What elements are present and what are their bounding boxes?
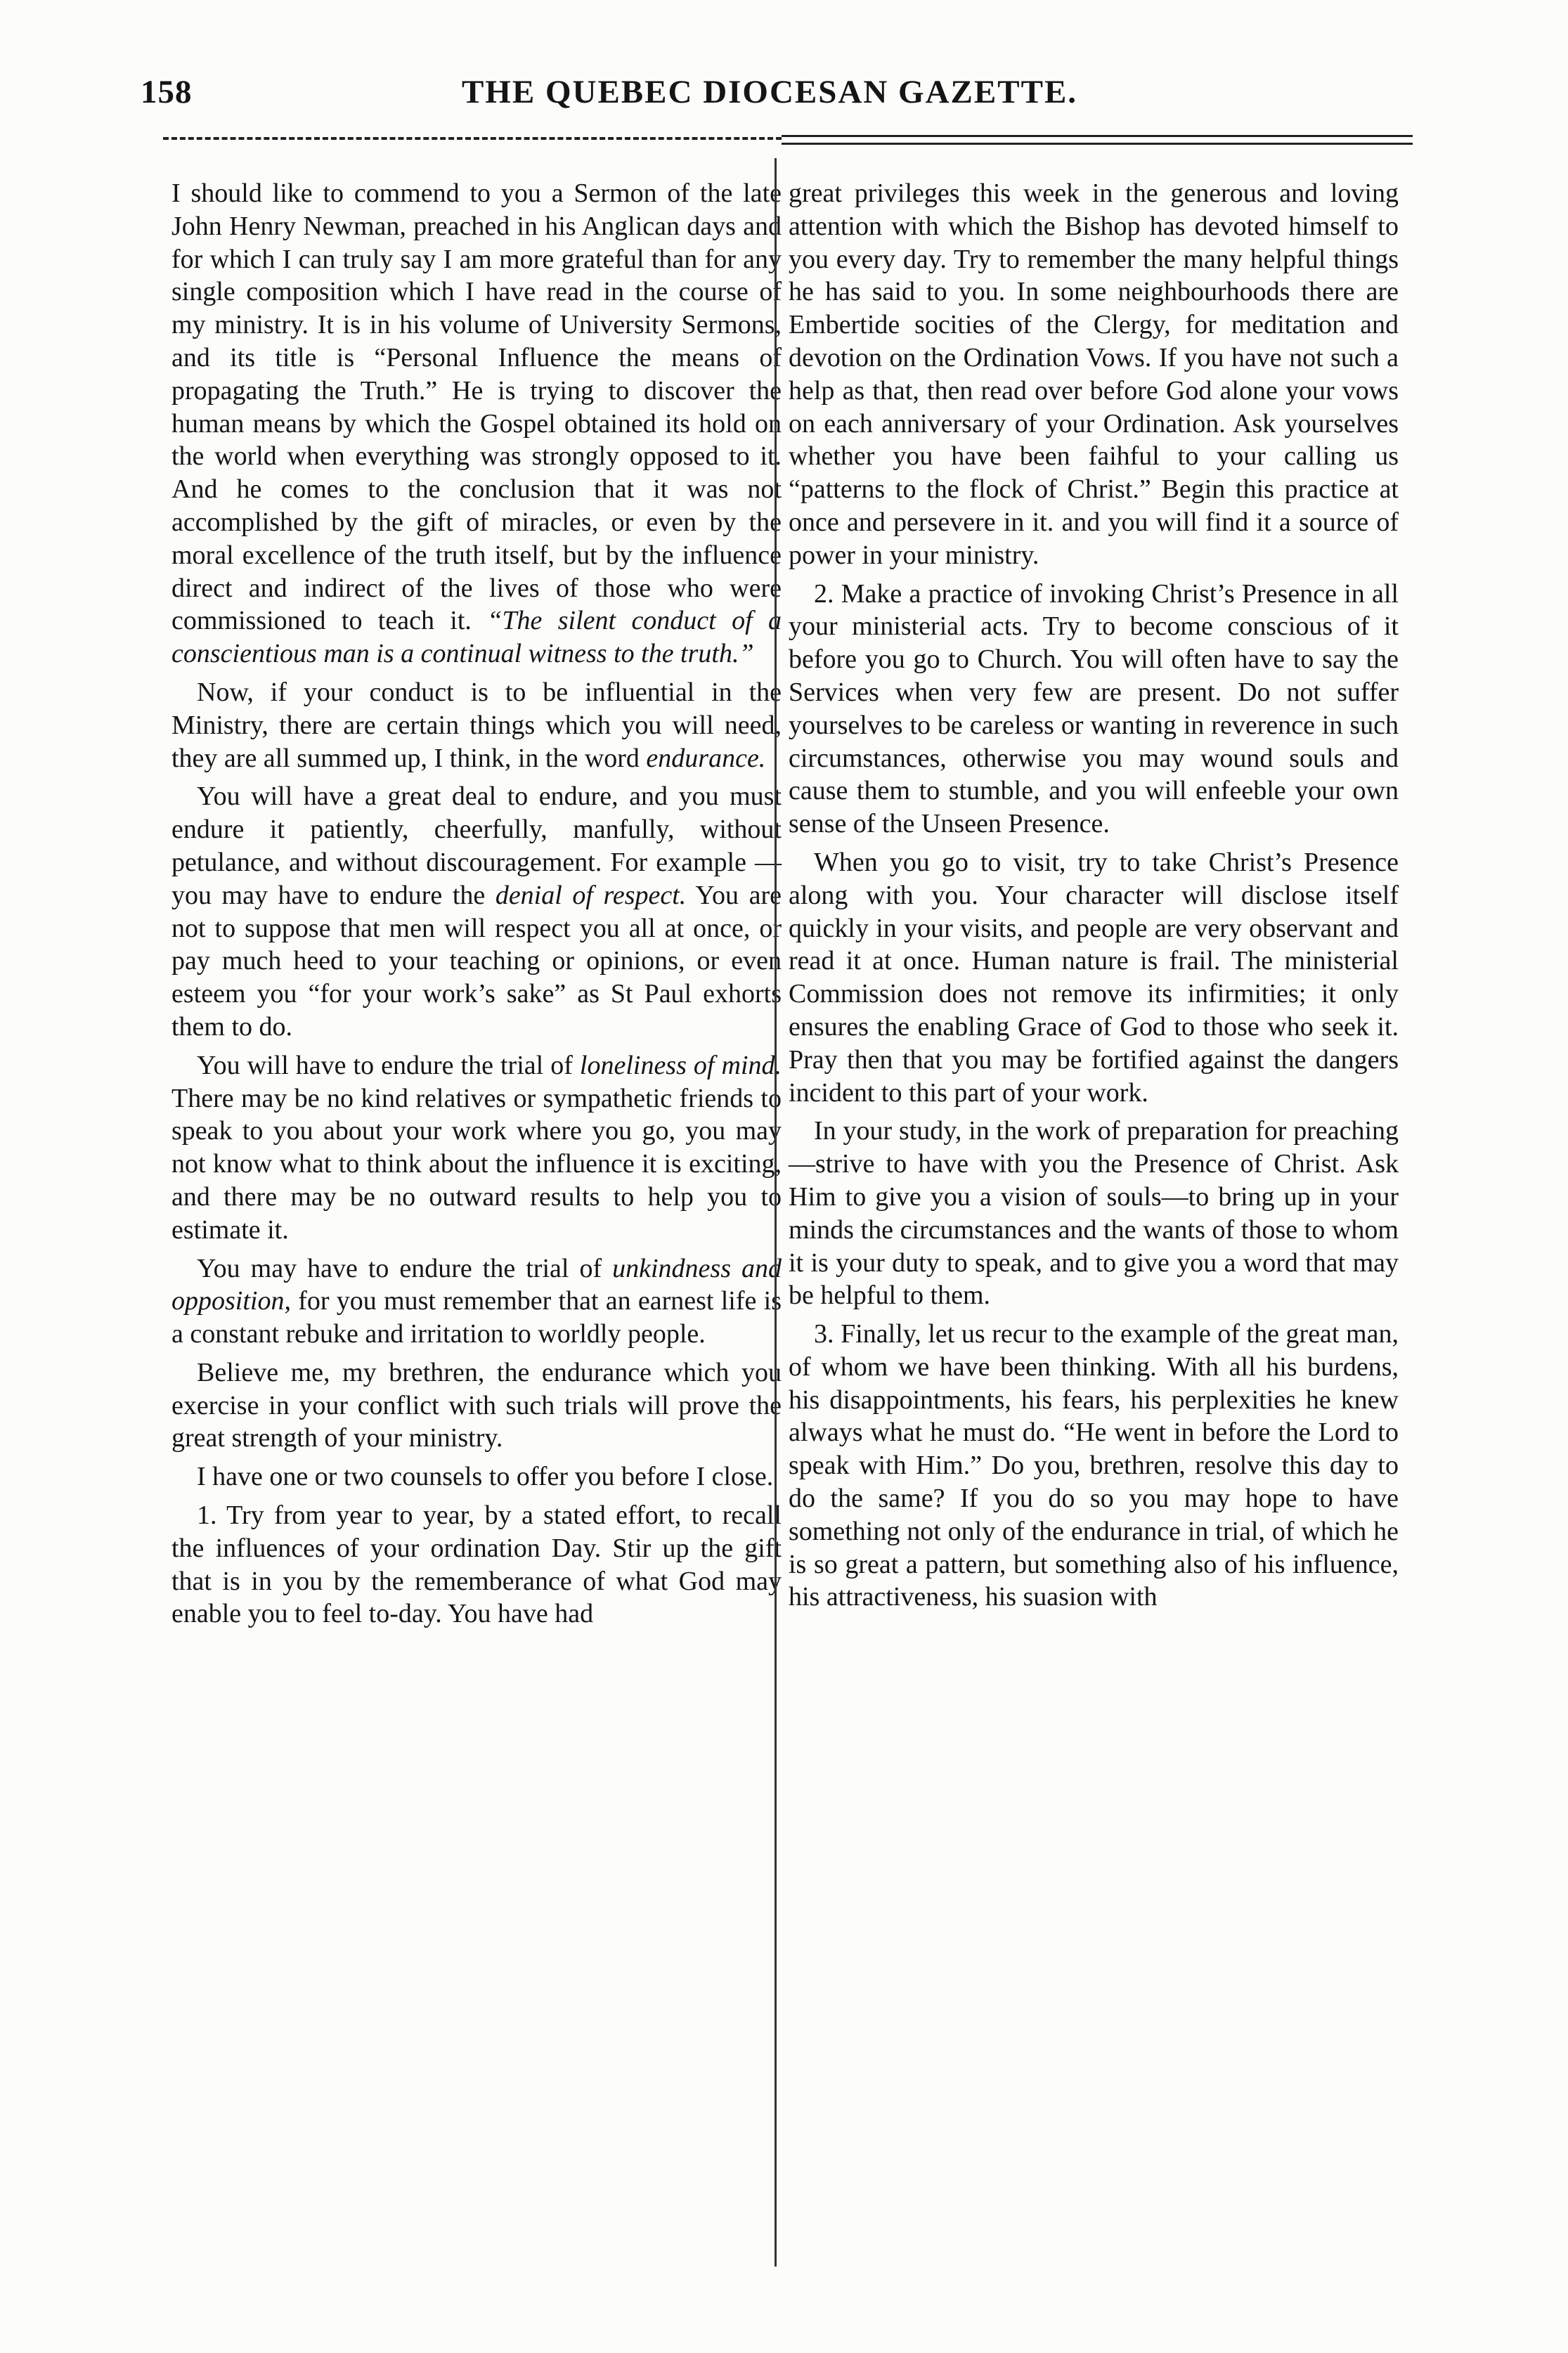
right-column <box>789 177 1399 1619</box>
paragraph: 1. Try from year to year, by a stated effort, to recall the influences of your ordination Day. Stir up the gift that is in you by the rememberance of what God may enable you to feel to-day. You have had <box>171 1500 782 1629</box>
page-header <box>141 73 1399 122</box>
paragraph: I should like to commend to you a Sermon of the late John Henry Newman, preached in his Anglican days and for which I can truly say I am more grateful than for any single composition which I have read in the course of my ministry. It is in his volume of University Sermons, and its title is “Personal Influence the means of propagating the Truth.” He is trying to discover the human means by which the Gospel obtained its hold on the world when everything was strongly opposed to it. And he comes to the conclusion that it was not accomplished by the gift of miracles, or even by the moral excellence of the truth itself, but by the influence direct and indirect of the lives of those who were commissioned to teach it. “The silent conduct of a conscientious man is a continual witness to the truth.” <box>171 179 782 669</box>
paragraph: You will have a great deal to endure, and you must endure it patiently, cheerfully, manfully, without petulance, and without discouragement. For example —you may have to endure the denial of respect. You are not to suppose that men will respect you all at once, or pay much heed to your teaching or opinions, or even esteem you “for your work’s sake” as St Paul exhorts them to do. <box>171 782 782 1042</box>
paragraph: In your study, in the work of preparation for preaching—strive to have with you the Presence of Christ. Ask Him to give you a vision of souls—to bring up in your minds the circumstances and the wants of those to whom it is your duty to speak, and to give you a word that may be helpful to them. <box>789 1116 1399 1311</box>
paragraph: When you go to visit, try to take Christ’s Presence along with you. Your character will disclose itself quickly in your visits, and people are very observant and read it at once. Human nature is frail. The ministerial Commission does not remove its infirmities; it only ensures the enabling Grace of God to those who seek it. Pray then that you may be fortified against the dangers incident to this part of your work. <box>789 847 1399 1108</box>
paragraph: Believe me, my brethren, the endurance which you exercise in your conflict with such trials will prove the great strength of your ministry. <box>171 1357 782 1453</box>
header-rule-dotted <box>163 137 782 140</box>
paragraph: 2. Make a practice of invoking Christ’s Presence in all your ministerial acts. Try to become conscious of it before you go to Church. You will often have to say the Services when very few are present. Do not suffer yourselves to be careless or wanting in reverence in such circumstances, otherwise you may wound souls and cause them to stumble, and you will enfeeble your own sense of the Unseen Presence. <box>789 578 1399 839</box>
page-number: 158 <box>141 74 193 110</box>
paragraph: You may have to endure the trial of unkindness and opposition, for you must remember that an earnest life is a constant rebuke and irritation to worldly people. <box>171 1253 782 1349</box>
header-rule-double <box>782 135 1413 145</box>
left-column <box>171 177 782 1636</box>
paragraph: Now, if your conduct is to be influential in the Ministry, there are certain things which you will need, they are all summed up, I think, in the word endurance. <box>171 677 782 773</box>
paragraph: great privileges this week in the generous and loving attention with which the Bishop has devoted himself to you every day. Try to remember the many helpful things he has said to you. In some neighbourhoods there are Embertide socities of the Clergy, for meditation and devotion on the Ordination Vows. If you have not such a help as that, then read over before God alone your vows on each anniversary of your Ordination. Ask yourselves whether you have been faihful to your calling us “patterns to the flock of Christ.” Begin this practice at once and persevere in it. and you will find it a source of power in your ministry. <box>789 179 1399 570</box>
paragraph: I have one or two counsels to offer you before I close. <box>197 1462 774 1492</box>
journal-title: THE QUEBEC DIOCESAN GAZETTE. <box>461 74 1078 110</box>
paragraph: 3. Finally, let us recur to the example of the great man, of whom we have been thinking. With all his burdens, his disappointments, his fears, his perplexities he knew always what he must do. “He went in before the Lord to speak with Him.” Do you, brethren, resolve this day to do the same? If you do so you may hope to have something not only of the endurance in trial, of which he is so great a pattern, but something also of his influence, his attractiveness, his suasion with <box>789 1319 1399 1612</box>
paragraph: You will have to endure the trial of loneliness of mind. There may be no kind relatives or sympathetic friends to speak to you about your work where you go, you may not know what to think about the influence it is exciting, and there may be no outward results to help you to estimate it. <box>171 1050 782 1245</box>
column-divider <box>775 158 777 2267</box>
